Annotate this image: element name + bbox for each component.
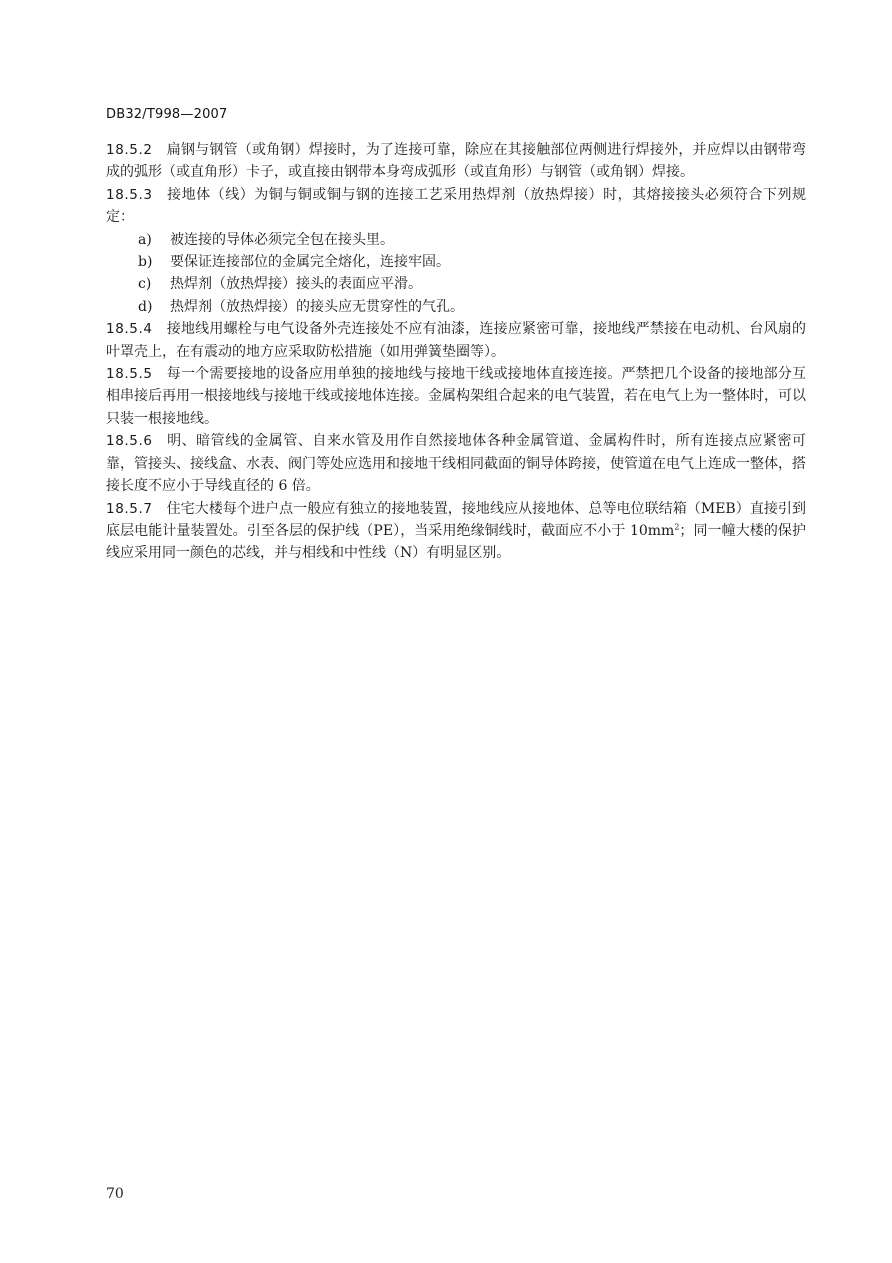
superscript-exponent: 2 [674, 522, 680, 532]
list-item-text: 要保证连接部位的金属完全熔化，连接牢固。 [170, 254, 450, 271]
clause-text: 住宅大楼每个进户点一般应有独立的接地装置，接地线应从接地体、总等电位联结箱（MEB）直接引到底层电能计量装置处。引至各层的保护线（PE），当采用绝缘铜线时，截面应不小于 10mm [106, 500, 806, 539]
clause-text: 接地线用螺栓与电气设备外壳连接处不应有油漆，连接应紧密可靠，接地线严禁接在电动机、台风扇的叶罩壳上，在有震动的地方应采取防松措施（如用弹簧垫圈等）。 [106, 321, 806, 360]
list-item-text: 热焊剂（放热焊接）接头的表面应平滑。 [170, 276, 422, 293]
list-item [106, 251, 806, 273]
list-item [106, 296, 806, 318]
list-item-text: 被连接的导体必须完全包在接头里。 [170, 231, 394, 248]
clause-number: 18.5.4 [106, 321, 153, 338]
clause-18-5-7 [106, 498, 806, 565]
document-body [106, 139, 806, 565]
clause-number: 18.5.7 [106, 500, 153, 517]
clause-text: 明、暗管线的金属管、自来水管及用作自然接地体各种金属管道、金属构件时，所有连接点应紧密可靠，管接头、接线盒、水表、阀门等处应选用和接地干线相同截面的铜导体跨接，使管道在电气上连成一整体，搭接长度不应小于导线直径的 6 倍。 [106, 433, 806, 495]
requirement-list [106, 229, 806, 319]
list-marker: d) [138, 298, 153, 315]
document-code: DB32/T998—2007 [106, 107, 228, 122]
clause-number: 18.5.2 [106, 142, 153, 158]
clause-18-5-3 [106, 184, 806, 229]
clause-18-5-5 [106, 363, 806, 430]
clause-text-continued: ；同一幢大楼的保护线应采用同一颜色的芯线，并与相线和中性线（N）有明显区别。 [106, 522, 807, 562]
clause-number: 18.5.6 [106, 433, 153, 450]
clause-number: 18.5.5 [106, 366, 153, 383]
clause-text: 接地体（线）为铜与铜或铜与钢的连接工艺采用热焊剂（放热焊接）时，其熔接接头必须符合下列规定： [106, 186, 806, 226]
list-item-text: 热焊剂（放热焊接）的接头应无贯穿性的气孔。 [170, 298, 464, 315]
clause-18-5-6 [106, 430, 806, 497]
list-marker: a) [138, 231, 152, 248]
list-item [106, 273, 806, 295]
list-marker: c) [138, 276, 152, 293]
list-marker: b) [138, 254, 153, 271]
clause-18-5-2 [106, 139, 806, 184]
clause-text: 扁钢与钢管（或角钢）焊接时，为了连接可靠，除应在其接触部位两侧进行焊接外，并应焊以由钢带弯成的弧形（或直角形）卡子，或直接由钢带本身弯成弧形（或直角形）与钢管（或角钢）焊接。 [106, 142, 806, 181]
list-item [106, 229, 806, 251]
clause-18-5-4 [106, 318, 806, 363]
page-number: 70 [106, 1186, 124, 1202]
clause-text: 每一个需要接地的设备应用单独的接地线与接地干线或接地体直接连接。严禁把几个设备的接地部分互相串接后再用一根接地线与接地干线或接地体连接。金属构架组合起来的电气装置，若在电气上为一整体时，可以只装一根接地线。 [106, 366, 806, 427]
clause-number: 18.5.3 [106, 186, 153, 203]
